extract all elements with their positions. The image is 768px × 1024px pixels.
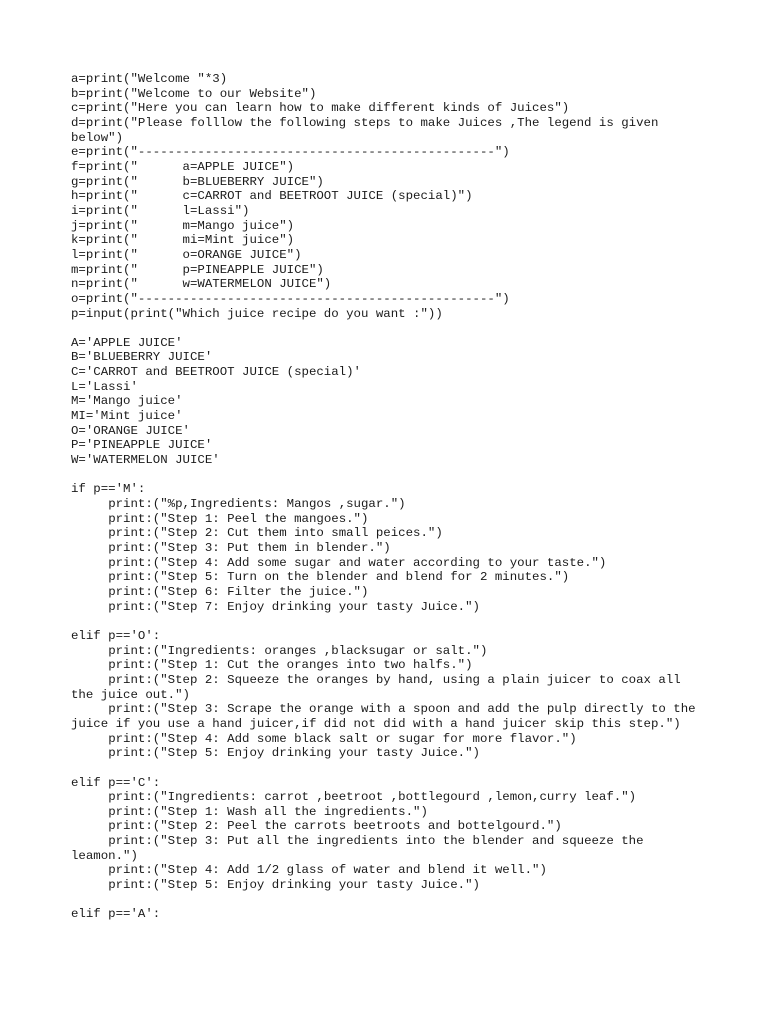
code-line: d=print("Please folllow the following steps to make Juices ,The legend is given below") — [71, 115, 666, 145]
code-line: print:("Step 1: Wash all the ingredients.") — [71, 804, 428, 819]
code-line: MI='Mint juice' — [71, 409, 183, 424]
code-line: if p=='M': — [71, 482, 146, 497]
code-line: print:("Step 5: Enjoy drinking your tasty Juice.") — [71, 746, 480, 761]
code-line: elif p=='C': — [71, 775, 161, 790]
code-line: j=print(" m=Mango juice") — [71, 218, 295, 233]
code-line: print:("Step 4: Add some black salt or sugar for more flavor.") — [71, 731, 577, 746]
code-line: O='ORANGE JUICE' — [71, 423, 190, 438]
code-line: a=print("Welcome "*3) — [71, 72, 228, 86]
code-line: print:("Step 4: Add 1/2 glass of water and blend it well.") — [71, 863, 547, 878]
code-line: k=print(" mi=Mint juice") — [71, 233, 295, 248]
code-line: print:("Step 2: Squeeze the oranges by hand, using a plain juicer to coax all the juice out.") — [71, 672, 689, 702]
blank-line — [71, 614, 701, 629]
code-line: m=print(" p=PINEAPPLE JUICE") — [71, 262, 324, 277]
code-line: i=print(" l=Lassi") — [71, 203, 250, 218]
code-line: print:("Step 1: Cut the oranges into two halfs.") — [71, 658, 473, 673]
blank-line — [71, 761, 701, 776]
code-line: print:("Step 1: Peel the mangoes.") — [71, 511, 369, 526]
code-line: elif p=='O': — [71, 628, 161, 643]
code-line: print:("Step 3: Put all the ingredients into the blender and squeeze the leamon.") — [71, 834, 651, 863]
code-line: P='PINEAPPLE JUICE' — [71, 438, 213, 453]
code-line: e=print("------------------------------------------------") — [71, 145, 510, 160]
code-line: o=print("------------------------------------------------") — [71, 291, 510, 306]
code-line: print:("Step 6: Filter the juice.") — [71, 584, 369, 599]
code-line: p=input(print("Which juice recipe do you want :")) — [71, 306, 443, 321]
code-line: print:("Step 2: Peel the carrots beetroots and bottelgourd.") — [71, 819, 562, 834]
document-page — [71, 72, 704, 922]
blank-line — [71, 893, 701, 908]
code-line: C='CARROT and BEETROOT JUICE (special)' — [71, 365, 361, 380]
code-line: print:("Step 5: Enjoy drinking your tasty Juice.") — [71, 878, 480, 893]
code-line: c=print("Here you can learn how to make different kinds of Juices") — [71, 101, 570, 116]
code-line: W='WATERMELON JUICE' — [71, 453, 220, 468]
code-line: print:("%p,Ingredients: Mangos ,sugar.") — [71, 497, 406, 512]
code-line: elif p=='A': — [71, 907, 161, 922]
code-line: print:("Step 2: Cut them into small peices.") — [71, 526, 443, 541]
code-line: print:("Step 3: Put them in blender.") — [71, 541, 391, 555]
code-line: print:("Step 4: Add some sugar and water according to your taste.") — [71, 555, 607, 570]
code-line: print:("Step 5: Turn on the blender and blend for 2 minutes.") — [71, 570, 570, 585]
code-listing — [71, 72, 704, 922]
code-line: l=print(" o=ORANGE JUICE") — [71, 247, 302, 262]
code-line: b=print("Welcome to our Website") — [71, 86, 317, 101]
code-line: print:("Step 3: Scrape the orange with a spoon and add the pulp directly to the juice if you use a hand juicer,if did not did with a hand juicer skip this step.") — [71, 702, 704, 731]
code-line: A='APPLE JUICE' — [71, 335, 183, 350]
code-line: L='Lassi' — [71, 379, 138, 394]
code-line: n=print(" w=WATERMELON JUICE") — [71, 277, 332, 292]
code-line: h=print(" c=CARROT and BEETROOT JUICE (special)") — [71, 189, 473, 204]
code-line: M='Mango juice' — [71, 394, 183, 409]
blank-line — [71, 321, 701, 336]
code-line: print:("Step 7: Enjoy drinking your tasty Juice.") — [71, 599, 480, 614]
code-line: print:("Ingredients: oranges ,blacksugar or salt.") — [71, 643, 488, 658]
code-line: f=print(" a=APPLE JUICE") — [71, 159, 295, 174]
code-line: g=print(" b=BLUEBERRY JUICE") — [71, 174, 324, 189]
code-line: print:("Ingredients: carrot ,beetroot ,bottlegourd ,lemon,curry leaf.") — [71, 790, 637, 805]
blank-line — [71, 468, 701, 483]
code-line: B='BLUEBERRY JUICE' — [71, 350, 213, 365]
